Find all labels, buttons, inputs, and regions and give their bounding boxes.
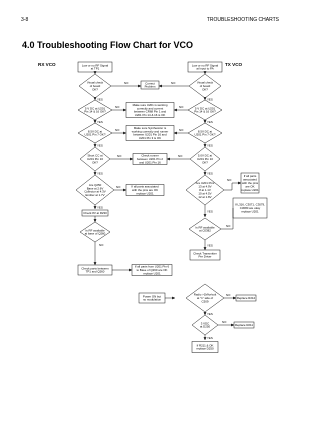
parts_q260-line: If all parts from U201 Pin 6 — [134, 264, 170, 269]
parts_left-line: with the pins are OK — [131, 188, 159, 193]
yes-label: YES — [207, 97, 213, 102]
yes-label: YES — [207, 312, 213, 316]
arrowhead — [204, 71, 207, 74]
no-label: NO — [116, 185, 121, 189]
correct-problem-box — [141, 81, 159, 89]
no-label: NO — [179, 128, 184, 132]
u201_check-line: correctly and current — [136, 106, 164, 111]
replace_r212-line: Replace R212 — [236, 296, 256, 301]
arrowhead — [204, 97, 207, 100]
power-on-box — [139, 293, 165, 303]
final_end-line: replace D250 — [196, 346, 214, 351]
no-label: NO — [222, 320, 227, 324]
no-label: NO — [178, 154, 183, 158]
pin7_right-line: 8.5V DC at — [197, 129, 213, 134]
pin16-left-decision — [80, 147, 110, 171]
yes-label: YES — [97, 120, 103, 124]
pin7_right-line: U201 Pin 7 OK? — [194, 132, 216, 137]
arrowhead — [94, 206, 97, 209]
arrowhead — [204, 312, 207, 315]
arrowhead — [123, 109, 126, 112]
v_at_c509-line: at D250 — [199, 324, 211, 329]
rf_base_q260-line: at base of Q260 — [84, 231, 106, 236]
replace_list-line: If L316, C3071, C3079, — [235, 202, 265, 207]
visual_left-line: OK? — [92, 87, 98, 92]
arrowhead — [159, 85, 162, 88]
no-label: NO — [171, 81, 176, 85]
tx_start-line: Low or no RF Signal — [191, 63, 219, 68]
synth_check-line: working correctly and runner — [131, 129, 169, 134]
tx-start-box — [188, 62, 222, 72]
u201_check-line: U201 Pin 14 & 16 is OK — [134, 113, 166, 118]
page-number: 3-8 — [21, 17, 29, 23]
q250_bias-line: Collector at 4.3V — [84, 189, 106, 194]
parts_right-line: associated — [243, 177, 257, 182]
arrowhead — [174, 109, 177, 112]
arrowhead — [231, 324, 234, 327]
v-at-c509-decision — [192, 315, 218, 335]
runner_check-line: and U201 Pin 16 — [139, 160, 161, 165]
v_at_c509-line: 3 VDC — [200, 321, 210, 326]
no-label: NO — [226, 293, 231, 297]
rx_start-line: at TP1 — [90, 66, 100, 71]
no-label: NO — [226, 224, 231, 228]
check-transmitter-box — [190, 250, 220, 260]
yes-label: YES — [207, 143, 213, 148]
arrowhead — [172, 297, 175, 300]
arrowhead — [204, 337, 207, 340]
tx-vco-label: TX VCO — [225, 62, 243, 67]
no-label: NO — [227, 178, 232, 182]
visual_left-line: Visual check — [86, 80, 104, 85]
arrowhead — [123, 132, 126, 135]
u201-check-box — [126, 103, 174, 118]
rf-collector-q260-decision — [189, 218, 221, 240]
rf_collector_q260-line: Is RF available — [195, 225, 215, 230]
check_tp1-line: Check parts between — [81, 266, 109, 271]
rf_base_q260-line: Is RF available — [85, 228, 105, 233]
parts_right-line: with the pins — [241, 181, 259, 186]
no-label: NO — [115, 128, 120, 132]
pin7-left-decision — [78, 123, 112, 143]
no-label: NO — [179, 105, 184, 109]
u201_pins-line: 8 at 1.1V — [199, 188, 211, 193]
replace_list-line: C3080 are okay — [239, 206, 261, 211]
correct_problem-line: Problem — [144, 84, 156, 89]
yes-label: YES — [207, 243, 213, 248]
arrowhead — [204, 172, 207, 175]
pin16_left-line: Short CC at — [87, 153, 103, 158]
rx_start-line: Low or no RF Signal — [81, 63, 109, 68]
arrowhead — [204, 120, 207, 123]
arrowhead — [174, 132, 177, 135]
no-label: NO — [124, 81, 129, 85]
pin16_left-line: OK? — [92, 160, 98, 165]
q250_bias-line: Base at 2.6V — [86, 186, 104, 191]
rx-vco-label: RX VCO — [38, 62, 56, 67]
parts-right-box — [241, 173, 259, 193]
pin7_left-line: 8.5V DC at — [87, 129, 103, 134]
check-tp1-box — [78, 265, 112, 275]
tx_start-line: at Input to PA — [196, 66, 214, 71]
visual-right-decision — [189, 74, 221, 98]
check_transmitter-line: Pre Driver — [198, 254, 212, 259]
tx_mod_q-line: at "1" side of — [196, 296, 214, 301]
arrowhead — [130, 158, 133, 161]
q250_bias-line: Are Q250 — [88, 182, 102, 187]
no-label: NO — [115, 105, 120, 109]
section-title: TROUBLESHOOTING CHARTS — [206, 17, 279, 23]
pin16_left-line: U201 Pin 16 — [87, 157, 103, 162]
parts_right-line: If all parts — [243, 174, 257, 179]
no-label: NO — [99, 243, 104, 247]
arrowhead — [94, 262, 97, 265]
yes-label: YES — [97, 205, 103, 210]
replace-r211-box — [234, 322, 254, 328]
pin10_right-line: OK? — [202, 160, 208, 165]
parts_q260-line: to Base of Q260 are OK — [136, 268, 168, 273]
yes-label: YES — [207, 336, 213, 340]
pin7_left-line: U201 Pin 7 OK? — [84, 132, 106, 137]
replace_r211-line: Replace R211 — [234, 323, 254, 328]
u201_check-line: Make sure U201 is working — [132, 102, 168, 107]
pin10-right-decision — [190, 147, 220, 171]
visual_right-line: OK? — [202, 87, 208, 92]
runner_check-line: Check runner — [141, 153, 159, 158]
rf-base-q260-decision — [80, 222, 110, 242]
arrowhead — [94, 144, 97, 147]
arrowhead — [204, 144, 207, 147]
check_transmitter-line: Check Transmitter — [193, 251, 217, 256]
parts_left-line: replace U201 — [136, 191, 154, 196]
visual_right-line: Visual check — [196, 80, 214, 85]
check_r230-line: Check 8V at R230 — [83, 211, 107, 216]
dc_right-line: 5 V DC at U201 — [194, 106, 216, 111]
rf_collector_q260-line: at C0382 — [199, 228, 211, 233]
synth_check-line: U201 Pin 3 is OK — [138, 136, 162, 141]
q250-bias-decision — [76, 175, 114, 205]
no-label: NO — [117, 154, 122, 158]
power_on-line: Power ON but — [142, 294, 162, 299]
dc_left-line: 5 V DC at U201 — [84, 106, 106, 111]
arrowhead — [94, 71, 97, 74]
rx-start-box — [78, 62, 112, 72]
u201-pins-decision — [186, 175, 224, 205]
parts-left-box — [126, 185, 164, 196]
runner-check-box — [133, 154, 167, 165]
pin7-right-decision — [188, 123, 222, 143]
parts_left-line: If all parts associated — [131, 184, 159, 189]
replace-list-box — [233, 198, 267, 218]
yes-label: YES — [97, 171, 103, 176]
arrowhead — [129, 269, 132, 272]
check_tp1-line: TP1 and Q260 — [85, 269, 105, 274]
final-end-box — [192, 342, 218, 353]
tx_mod_q-line: C509 — [201, 299, 209, 304]
arrowhead — [138, 85, 141, 88]
yes-label: YES — [207, 209, 213, 214]
synth-check-box — [126, 126, 174, 141]
visual_left-line: of board — [89, 84, 101, 89]
runner_check-line: between U201 Pin 2 — [136, 157, 164, 162]
correct_problem-line: Correct — [145, 81, 155, 86]
arrowhead — [204, 247, 207, 250]
pin10_right-line: 5.0V DC at — [197, 153, 213, 158]
arrowhead — [167, 158, 170, 161]
page-title: 4.0 Troubleshooting Flow Chart for VCO — [22, 40, 194, 50]
u201_check-line: between CR68 Pin 1 and — [133, 109, 167, 114]
yes-label: YES — [207, 171, 213, 176]
arrowhead — [94, 97, 97, 100]
q250_bias-line: Emitter at 1.7V — [85, 193, 105, 198]
arrowhead — [233, 297, 236, 300]
arrowhead — [123, 189, 126, 192]
parts-q260-box — [132, 265, 172, 276]
replace-r212-box — [236, 295, 256, 301]
synth_check-line: between U201 Pin 16 and — [133, 132, 167, 137]
arrowhead — [94, 120, 97, 123]
final_end-line: If R211 & OK — [196, 343, 214, 348]
yes-label: YES — [97, 143, 103, 148]
power_on-line: no modulation — [142, 297, 162, 302]
synth_check-line: Make sure Synthesizer is — [133, 125, 167, 130]
check-r230-box — [82, 210, 108, 216]
parts_right-line: are OK — [245, 184, 255, 189]
tx_mod_q-line: Radio >1Mhz/volt — [193, 292, 217, 297]
visual-left-decision — [79, 74, 111, 98]
tx-mod-q-decision — [186, 284, 224, 312]
u201_pins-line: 13 at 4.9V — [198, 184, 212, 189]
parts_q260-line: replace U201 — [143, 271, 161, 276]
yes-label: YES — [97, 97, 103, 102]
arrowhead — [94, 219, 97, 222]
u201_pins-line: Are U201 Pins — [195, 181, 215, 186]
yes-label: YES — [207, 120, 213, 124]
u201_pins-line: 10 at 4.5V — [198, 191, 212, 196]
u201_pins-line: 12 at 1.8V — [198, 194, 212, 199]
visual_right-line: of board — [199, 84, 211, 89]
parts_right-line: replace U201 — [241, 187, 259, 192]
arrowhead — [94, 172, 97, 175]
dc_left-line: Pin 14 & 16 OK? — [84, 109, 106, 114]
replace_list-line: replace U201 — [241, 209, 259, 214]
pin10_right-line: U201 Pin 10 — [197, 157, 213, 162]
dc_right-line: Pin 14 & 16 OK? — [194, 109, 216, 114]
arrowhead — [238, 182, 241, 185]
arrowhead — [204, 214, 207, 217]
